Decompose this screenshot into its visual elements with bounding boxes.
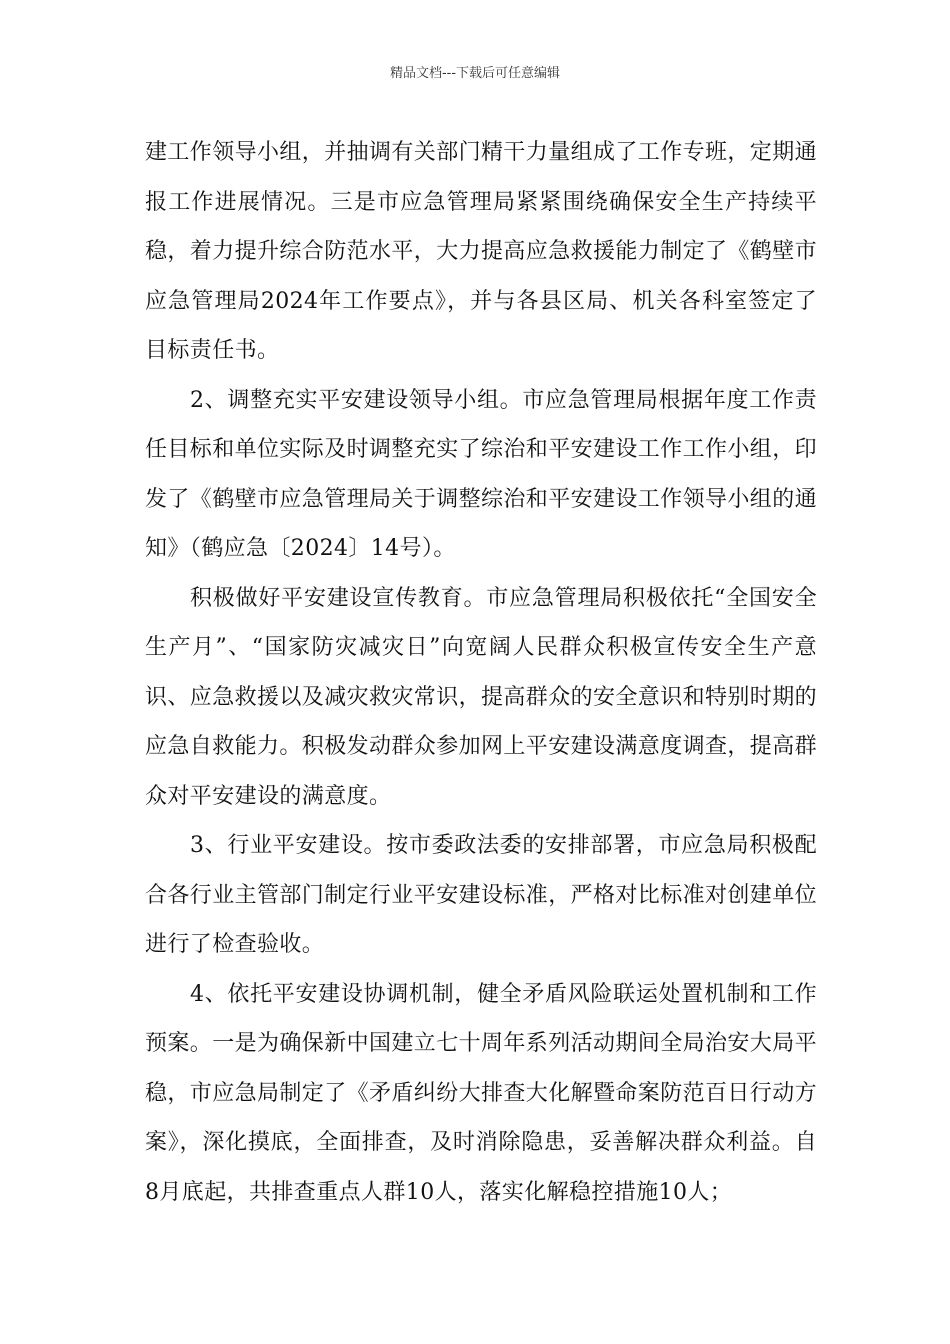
page-header: 精品文档---下载后可任意编辑: [389, 66, 561, 81]
paragraph-item-3: 3、行业平安建设。按市委政法委的安排部署，市应急局积极配合各行业主管部门制定行业平安建设标准，严格对比标准对创建单位进行了检查验收。: [145, 833, 818, 957]
paragraph-item-4: 4、依托平安建设协调机制，健全矛盾风险联运处置机制和工作预案。一是为确保新中国建立七十周年系列活动期间全局治安大局平稳，市应急局制定了《矛盾纠纷大排查大化解暨命案防范百日行动方案》，深化摸底，全面排查，及时消除隐患，妥善解决群众利益。自8月底起，共排查重点人群10人，落实化解稳控措施10人；: [145, 981, 818, 1205]
paragraph-publicity: 积极做好平安建设宣传教育。市应急管理局积极依托“全国安全生产月”、“国家防灾减灾日”向宽阔人民群众积极宣传安全生产意识、应急救援以及减灾救灾常识，提高群众的安全意识和特别时期的应急自救能力。积极发动群众参加网上平安建设满意度调查，提高群众对平安建设的满意度。: [145, 585, 818, 809]
paragraph-item-2: 2、调整充实平安建设领导小组。市应急管理局根据年度工作责任目标和单位实际及时调整充实了综治和平安建设工作工作小组，印发了《鹤壁市应急管理局关于调整综治和平安建设工作领导小组的通知》（鹤应急〔2024〕14号）。: [145, 387, 818, 561]
paragraph-continuation: 建工作领导小组，并抽调有关部门精干力量组成了工作专班，定期通报工作进展情况。三是市应急管理局紧紧围绕确保安全生产持续平稳，着力提升综合防范水平，大力提高应急救援能力制定了《鹤壁市应急管理局2024年工作要点》，并与各县区局、机关各科室签定了目标责任书。: [145, 140, 818, 363]
document-body: [145, 128, 817, 1217]
